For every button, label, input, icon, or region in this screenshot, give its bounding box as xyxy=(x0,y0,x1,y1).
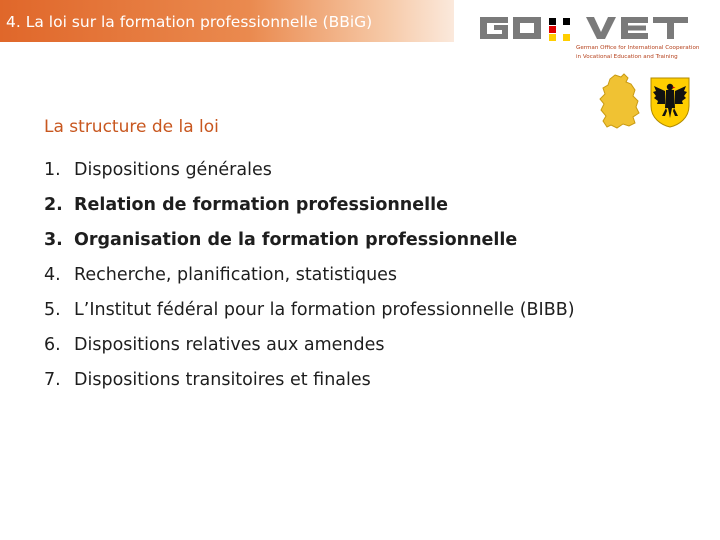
list-item xyxy=(44,363,575,398)
list-item xyxy=(44,293,575,328)
list-item-label: Dispositions relatives aux amendes xyxy=(74,335,385,355)
list-item xyxy=(44,328,575,363)
list-item-number: 1. xyxy=(44,160,61,180)
germany-map-icon xyxy=(597,73,641,129)
list-item-label: Organisation de la formation professionnelle xyxy=(74,230,518,250)
slide-title: 4. La loi sur la formation professionnelle (BBiG) xyxy=(6,13,373,31)
list-item-number: 7. xyxy=(44,370,61,390)
law-structure-list xyxy=(44,153,575,398)
logo-tagline-line: in Vocational Education and Training xyxy=(576,53,678,60)
flag-square-gold xyxy=(549,34,556,41)
logo-tagline xyxy=(576,44,716,61)
list-item-number: 3. xyxy=(44,230,63,250)
list-item-number: 4. xyxy=(44,265,61,285)
list-item xyxy=(44,153,575,188)
logo-tagline-line: German Office for International Cooperation xyxy=(576,45,700,51)
section-heading: La structure de la loi xyxy=(44,117,219,137)
list-item xyxy=(44,223,575,258)
list-item-label: Relation de formation professionnelle xyxy=(74,195,448,215)
govet-logo xyxy=(478,13,690,43)
federal-eagle-icon xyxy=(648,76,692,128)
list-item-label: L’Institut fédéral pour la formation professionnelle (BIBB) xyxy=(74,300,575,320)
list-item xyxy=(44,188,575,223)
flag-square-red xyxy=(549,26,556,33)
list-item-number: 5. xyxy=(44,300,61,320)
list-item-number: 6. xyxy=(44,335,61,355)
list-item-label: Dispositions générales xyxy=(74,160,272,180)
list-item xyxy=(44,258,575,293)
title-banner xyxy=(0,0,454,42)
list-item-label: Recherche, planification, statistiques xyxy=(74,265,398,285)
list-item-label: Dispositions transitoires et finales xyxy=(74,370,371,390)
flag-square-black xyxy=(549,18,556,25)
list-item-number: 2. xyxy=(44,195,63,215)
